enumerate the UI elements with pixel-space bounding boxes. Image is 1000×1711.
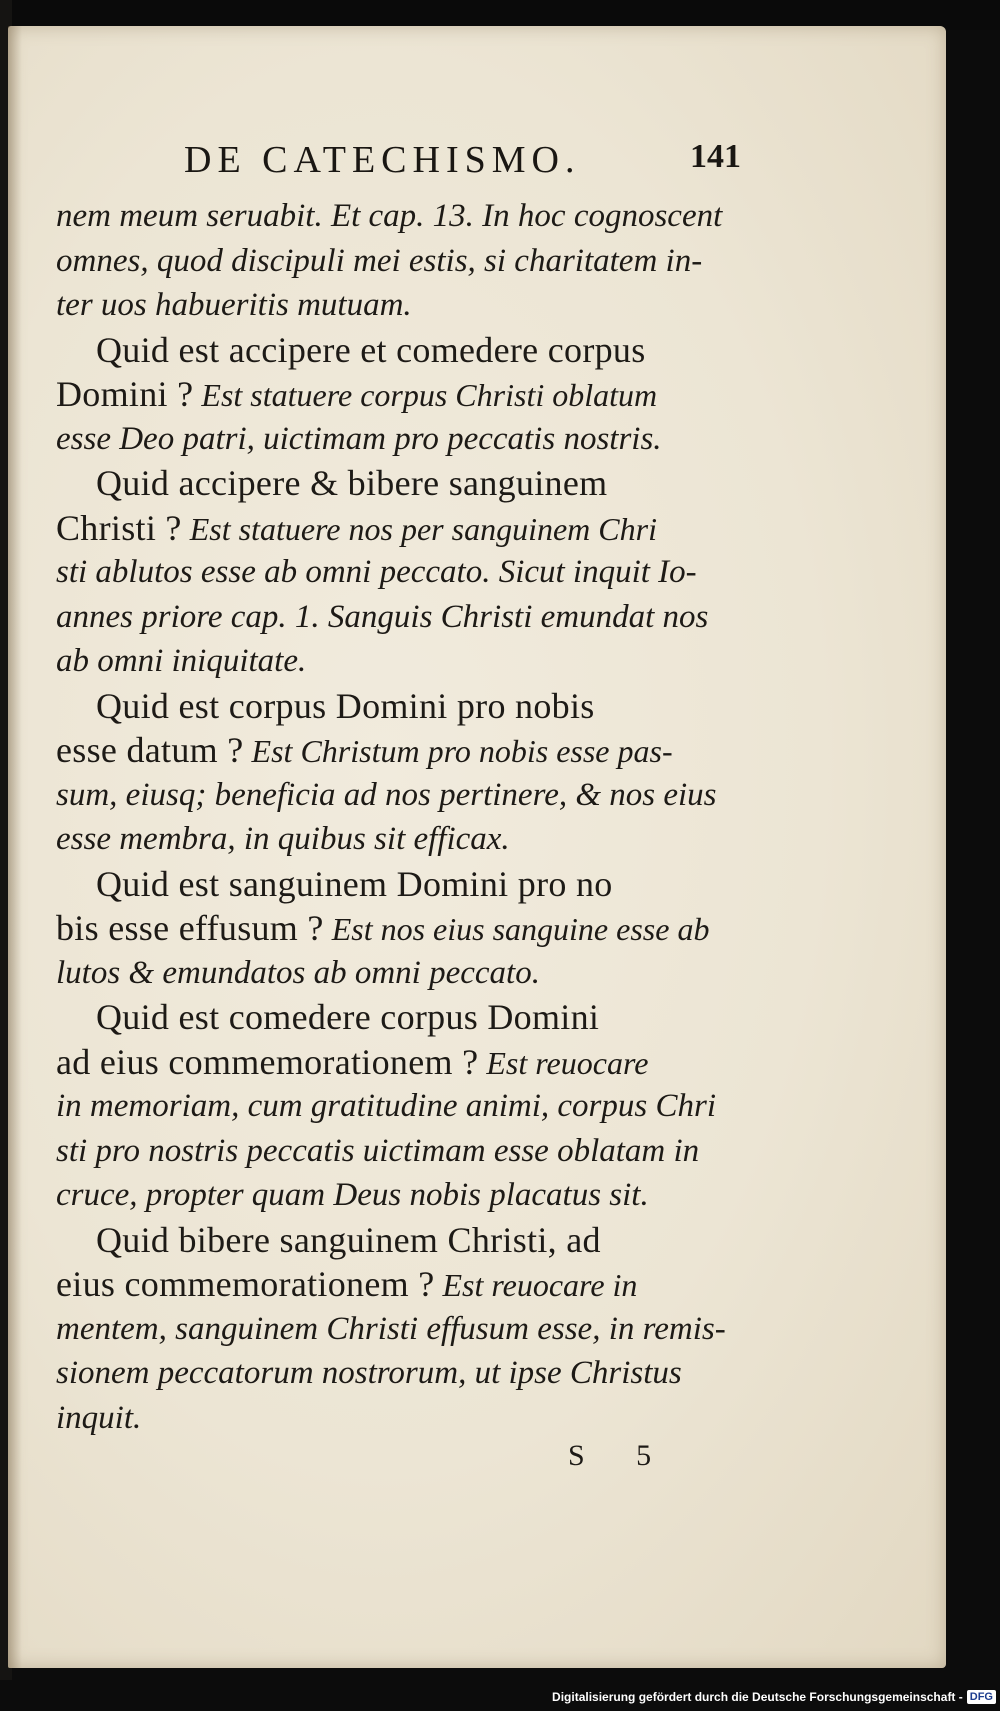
question-text: Quid accipere & bibere sanguinem: [96, 463, 608, 503]
text-line: esse membra, in quibus sit efficax.: [56, 821, 510, 857]
question-text: ad eius commemorationem ?: [56, 1041, 479, 1082]
digitization-footer: [552, 1687, 996, 1707]
text-line: omnes, quod discipuli mei estis, si charitatem in-: [56, 242, 703, 279]
text-line: [56, 1040, 736, 1085]
text-line: inquit.: [56, 1399, 142, 1436]
text-line: [56, 906, 736, 951]
text-line: [56, 372, 736, 417]
text-line: ab omni iniquitate.: [56, 643, 307, 679]
question-text: Quid est corpus Domini pro nobis: [96, 685, 595, 726]
page-number: 141: [690, 138, 741, 175]
book-page: [8, 26, 946, 1668]
question-text: Quid est comedere corpus Domini: [96, 997, 600, 1037]
text-line: sti pro nostris peccatis uictimam esse oblatam in: [56, 1132, 700, 1169]
text-line: annes priore cap. 1. Sanguis Christi emundat nos: [56, 598, 709, 635]
text-line: [56, 862, 736, 907]
text-line: esse Deo patri, uictimam pro peccatis nostris.: [56, 420, 662, 457]
dfg-logo: DFG: [967, 1690, 996, 1704]
text-line: sum, eiusq; beneficia ad nos pertinere, & nos eius: [56, 776, 717, 813]
text-line: cruce, propter quam Deus nobis placatus sit.: [56, 1177, 649, 1213]
text-line: [56, 461, 736, 506]
text-line: [56, 506, 736, 551]
text-line: sionem peccatorum nostrorum, ut ipse Christus: [56, 1355, 682, 1391]
footer-credit-text: Digitalisierung gefördert durch die Deutsche Forschungsgemeinschaft -: [552, 1690, 963, 1704]
text-line: [56, 684, 736, 729]
signature-mark: S 5: [568, 1439, 674, 1472]
text-line: [56, 995, 736, 1040]
text-line: lutos & emundatos ab omni peccato.: [56, 954, 540, 991]
question-text: Christi ?: [56, 507, 182, 548]
answer-text: Est statuere corpus Christi oblatum: [193, 377, 658, 413]
text-line: sti ablutos esse ab omni peccato. Sicut inquit Io-: [56, 554, 697, 590]
answer-text: Est nos eius sanguine esse ab: [323, 911, 710, 947]
answer-text: Est Christum pro nobis esse pas-: [243, 733, 673, 769]
question-text: esse datum ?: [56, 730, 244, 770]
question-text: Quid bibere sanguinem Christi, ad: [96, 1219, 601, 1260]
text-line: [56, 328, 736, 373]
question-text: Quid est sanguinem Domini pro no: [96, 863, 613, 904]
answer-text: Est reuocare: [478, 1044, 649, 1081]
text-line: [56, 1218, 736, 1263]
text-line: mentem, sanguinem Christi effusum esse, in remis-: [56, 1310, 726, 1347]
text-line: ter uos habueritis mutuam.: [56, 287, 412, 323]
text-line: [56, 728, 736, 773]
text-line: [56, 1262, 736, 1307]
answer-text: Est reuocare in: [434, 1267, 638, 1303]
question-text: bis esse effusum ?: [56, 908, 324, 948]
text-block: [56, 194, 736, 1440]
text-line: in memoriam, cum gratitudine animi, corpus Chri: [56, 1088, 716, 1124]
text-line: nem meum seruabit. Et cap. 13. In hoc cognoscent: [56, 198, 723, 234]
question-text: Quid est accipere et comedere corpus: [96, 329, 646, 370]
question-text: eius commemorationem ?: [56, 1264, 435, 1304]
answer-text: Est statuere nos per sanguinem Chri: [181, 510, 657, 547]
running-head: DE CATECHISMO.: [184, 139, 581, 181]
question-text: Domini ?: [56, 374, 194, 414]
